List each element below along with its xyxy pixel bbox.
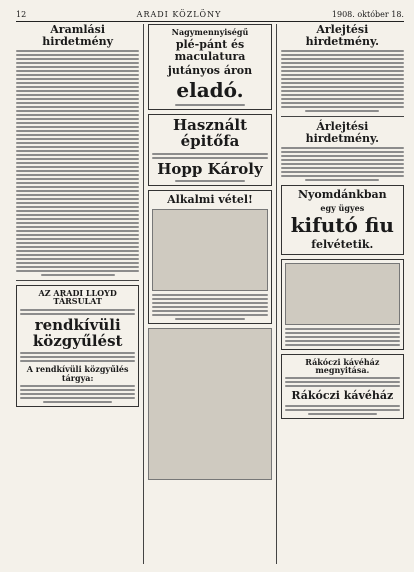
shop-ad-illustration <box>285 263 400 325</box>
ad-block-1 <box>148 24 271 110</box>
ad-block-2 <box>148 114 271 186</box>
paper-title: ARADI KÖZLÖNY <box>136 10 222 19</box>
columns <box>16 24 404 564</box>
lloyd-headline-large: rendkívüli közgyűlést <box>32 315 123 350</box>
column-1 <box>16 24 139 564</box>
lloyd-subheadline: A rendkívüli közgyűlés tárgya: <box>26 364 129 383</box>
page-header <box>16 10 404 22</box>
lloyd-headline: AZ ARADI LLOYD TÁRSULAT <box>38 288 117 307</box>
hiring-headline: egy ügyes <box>320 202 365 213</box>
issue-date: 1908. október 18. <box>331 10 404 19</box>
lloyd-notice-block <box>16 285 139 407</box>
notice-headline: Áramlási hirdetmény <box>42 24 114 48</box>
ad-headline-large: Használt épitőfa <box>172 116 248 150</box>
ad-illustration <box>148 328 271 480</box>
page-number: 12 <box>16 10 27 19</box>
clock-illustration <box>152 209 267 291</box>
ad-headline: jutányos áron <box>167 64 253 78</box>
notice-block-1 <box>16 24 139 276</box>
cafe-headline-large: Rákóczi kávéház <box>291 389 394 403</box>
hiring-headline-large: kifutó fiu <box>290 213 394 238</box>
notice-headline: Árlejtési hirdetmény. <box>305 120 379 145</box>
ad-headline: plé-pánt és maculatura <box>174 38 246 63</box>
notice-block-3 <box>281 121 404 181</box>
notice-block-2 <box>281 24 404 112</box>
ad-headline-large: eladó. <box>176 78 244 103</box>
hiring-ad <box>281 185 404 254</box>
hiring-headline: felvétetik. <box>311 238 374 252</box>
ad-headline: Alkalmi vétel! <box>167 193 253 207</box>
ad-headline-large: Hopp Károly <box>157 159 263 178</box>
column-2 <box>143 24 271 564</box>
ad-headline: Nagymennyiségű <box>171 27 249 37</box>
cafe-headline: Rákóczi kávéház megnyitása. <box>305 356 380 376</box>
hiring-headline: Nyomdánkban <box>297 188 387 202</box>
column-3 <box>276 24 404 564</box>
cafe-ad <box>281 354 404 419</box>
notice-body <box>16 50 139 276</box>
ad-block-4 <box>148 328 271 480</box>
shop-ad <box>281 259 404 350</box>
ad-block-3 <box>148 190 271 324</box>
notice-headline: Árlejtési hirdetmény. <box>305 24 379 48</box>
